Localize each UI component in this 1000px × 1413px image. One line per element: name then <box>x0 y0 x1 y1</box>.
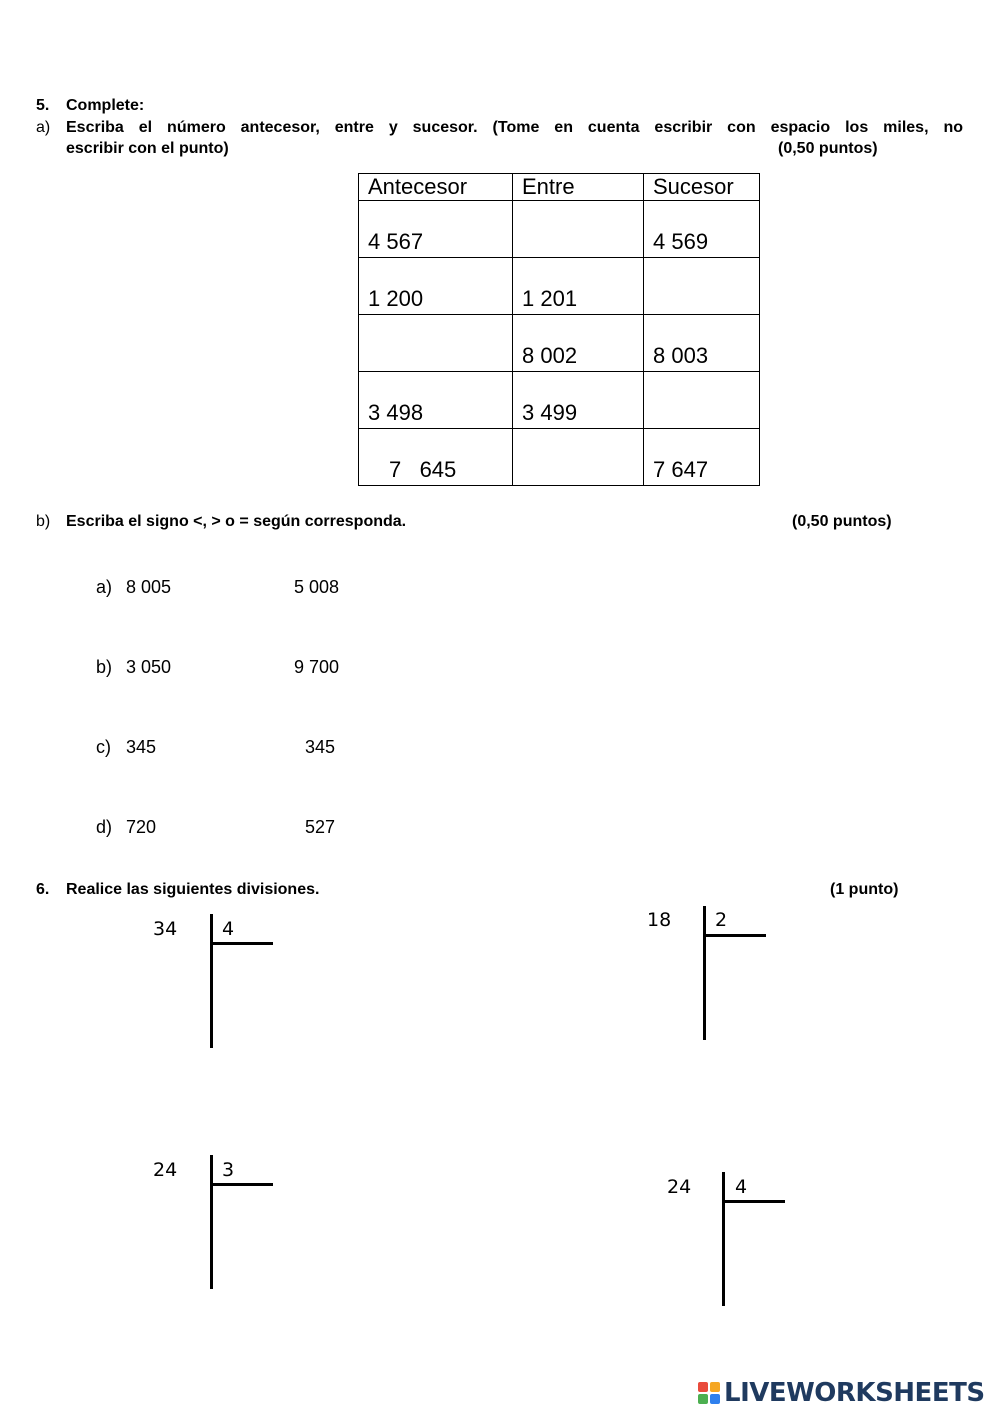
table-row <box>359 201 760 258</box>
compare-answer-slot[interactable] <box>200 812 280 842</box>
q6-number: 6. <box>36 881 50 898</box>
division-bracket-vertical <box>722 1172 725 1306</box>
compare-item-label: c) <box>96 737 111 757</box>
compare-item-right: 527 <box>305 817 336 837</box>
division-dividend: 24 <box>153 1159 178 1181</box>
compare-item-label: b) <box>96 657 113 677</box>
compare-item-label: d) <box>96 817 113 837</box>
cell-sucesor: 7 647 <box>644 429 760 486</box>
cell-antecesor[interactable] <box>359 315 513 372</box>
division-dividend: 34 <box>153 918 178 940</box>
q5-number: 5. <box>36 97 50 114</box>
cell-entre[interactable] <box>513 429 644 486</box>
cell-antecesor: 4 567 <box>359 201 513 258</box>
division-divisor: 4 <box>735 1176 748 1198</box>
compare-answer-slot[interactable] <box>200 732 280 762</box>
sequence-table <box>358 173 760 486</box>
logo-square <box>710 1394 720 1404</box>
cell-entre: 8 002 <box>513 315 644 372</box>
q5-title: Complete: <box>66 97 145 114</box>
cell-antecesor: 3 498 <box>359 372 513 429</box>
division-dividend: 18 <box>647 909 672 931</box>
division-divisor: 4 <box>222 918 235 940</box>
division-answer-area[interactable] <box>728 1206 788 1301</box>
logo-mark-icon <box>698 1382 720 1404</box>
compare-item-label: a) <box>96 577 113 597</box>
cell-entre: 3 499 <box>513 372 644 429</box>
table-row <box>359 429 760 486</box>
q5a-instruction-line2: escribir con el punto) <box>66 140 229 157</box>
logo-square <box>698 1394 708 1404</box>
compare-item-right: 5 008 <box>294 577 340 597</box>
cell-antecesor: 7 645 <box>359 429 513 486</box>
q5a-points: (0,50 puntos) <box>778 140 878 157</box>
division-bracket-horizontal <box>210 1183 273 1186</box>
cell-sucesor[interactable] <box>644 258 760 315</box>
header-entre: Entre <box>513 174 644 201</box>
q5b-letter: b) <box>36 513 51 530</box>
division-dividend: 24 <box>667 1176 692 1198</box>
division-bracket-horizontal <box>703 934 766 937</box>
cell-sucesor: 8 003 <box>644 315 760 372</box>
division-bracket-vertical <box>210 914 213 1048</box>
table-row <box>359 258 760 315</box>
q5a-instruction-line1 <box>66 118 963 138</box>
division-divisor: 2 <box>715 909 728 931</box>
q5a-instruction-tail: . (Tome en cuenta escribir con espacio los miles, no <box>473 119 964 136</box>
compare-answer-slot[interactable] <box>200 652 280 682</box>
cell-entre[interactable] <box>513 201 644 258</box>
logo-square <box>710 1382 720 1392</box>
division-bracket-horizontal <box>210 942 273 945</box>
q5b-instruction: Escriba el signo <, > o = según corresponda. <box>66 513 407 530</box>
compare-item-left: 345 <box>126 737 157 757</box>
logo-text: LIVEWORKSHEETS <box>724 1378 985 1408</box>
table-header-row <box>359 174 760 201</box>
cell-antecesor: 1 200 <box>359 258 513 315</box>
compare-answer-slot[interactable] <box>200 572 280 602</box>
compare-item-left: 8 005 <box>126 577 172 597</box>
header-antecesor: Antecesor <box>359 174 513 201</box>
logo-square <box>698 1382 708 1392</box>
division-divisor: 3 <box>222 1159 235 1181</box>
q5a-instruction-lead: Escriba el número antecesor, entre y sucesor <box>66 119 474 136</box>
division-bracket-vertical <box>210 1155 213 1289</box>
compare-item-right: 345 <box>305 737 336 757</box>
division-answer-area[interactable] <box>216 1189 276 1284</box>
cell-entre: 1 201 <box>513 258 644 315</box>
table-row <box>359 372 760 429</box>
compare-item-left: 720 <box>126 817 157 837</box>
division-answer-area[interactable] <box>709 940 769 1035</box>
division-bracket-horizontal <box>722 1200 785 1203</box>
q6-title: Realice las siguientes divisiones. <box>66 881 320 898</box>
liveworksheets-logo <box>698 1378 985 1408</box>
cell-sucesor: 4 569 <box>644 201 760 258</box>
division-bracket-vertical <box>703 906 706 1040</box>
table-row <box>359 315 760 372</box>
header-sucesor: Sucesor <box>644 174 760 201</box>
q6-points: (1 punto) <box>830 881 899 898</box>
division-answer-area[interactable] <box>216 948 276 1043</box>
compare-item-right: 9 700 <box>294 657 340 677</box>
q5b-points: (0,50 puntos) <box>792 513 892 530</box>
cell-sucesor[interactable] <box>644 372 760 429</box>
q5a-letter: a) <box>36 119 51 136</box>
compare-item-left: 3 050 <box>126 657 172 677</box>
